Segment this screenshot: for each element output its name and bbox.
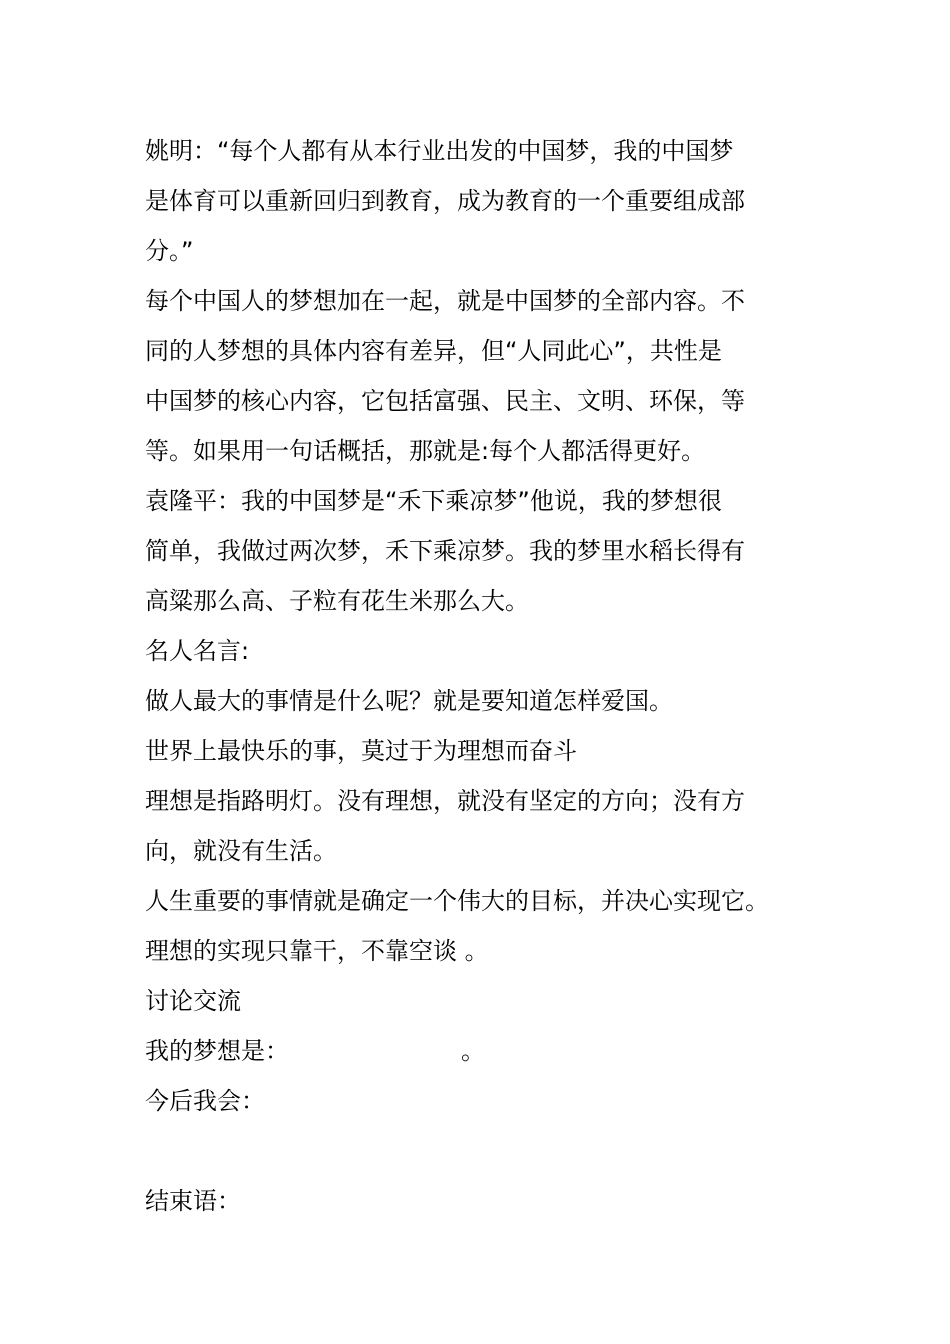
dream-paragraph-line-1: 每个中国人的梦想加在一起，就是中国梦的全部内容。不 — [145, 287, 745, 315]
dream-paragraph-line-3: 中国梦的核心内容，它包括富强、民主、文明、环保，等 — [145, 387, 745, 415]
my-dream-label: 我的梦想是： — [145, 1037, 289, 1065]
quote-line-5: 人生重要的事情就是确定一个伟大的目标，并决心实现它。 — [145, 887, 769, 915]
quote-line-4: 向，就没有生活。 — [145, 837, 337, 865]
yao-ming-quote-line-3: 分。” — [145, 237, 194, 265]
my-dream-end: 。 — [461, 1037, 485, 1065]
quote-line-2: 世界上最快乐的事，莫过于为理想而奋斗 — [145, 737, 577, 765]
yuan-longping-line-3: 高粱那么高、子粒有花生米那么大。 — [145, 587, 529, 615]
quotes-heading: 名人名言: — [145, 637, 250, 665]
yao-ming-quote-line-2: 是体育可以重新回归到教育，成为教育的一个重要组成部 — [145, 187, 745, 215]
quote-line-3: 理想是指路明灯。没有理想，就没有坚定的方向；没有方 — [145, 787, 745, 815]
closing-label: 结束语： — [145, 1187, 241, 1215]
dream-paragraph-line-4: 等。如果用一句话概括，那就是:每个人都活得更好。 — [145, 437, 706, 465]
blank-line — [145, 1126, 810, 1176]
yuan-longping-line-1: 袁隆平：我的中国梦是“禾下乘凉梦”他说，我的梦想很 — [145, 487, 722, 515]
document-body — [145, 126, 810, 1226]
future-label: 今后我会： — [145, 1087, 265, 1115]
quote-line-6: 理想的实现只靠干，不靠空谈 。 — [145, 937, 489, 965]
yuan-longping-line-2: 简单，我做过两次梦，禾下乘凉梦。我的梦里水稻长得有 — [145, 537, 745, 565]
dream-paragraph-line-2: 同的人梦想的具体内容有差异，但“人同此心”，共性是 — [145, 337, 722, 365]
quote-line-1: 做人最大的事情是什么呢？就是要知道怎样爱国。 — [145, 687, 673, 715]
my-dream-line — [145, 1026, 810, 1076]
discussion-heading: 讨论交流 — [145, 987, 241, 1015]
yao-ming-quote-line-1: 姚明：“每个人都有从本行业出发的中国梦，我的中国梦 — [145, 137, 734, 165]
